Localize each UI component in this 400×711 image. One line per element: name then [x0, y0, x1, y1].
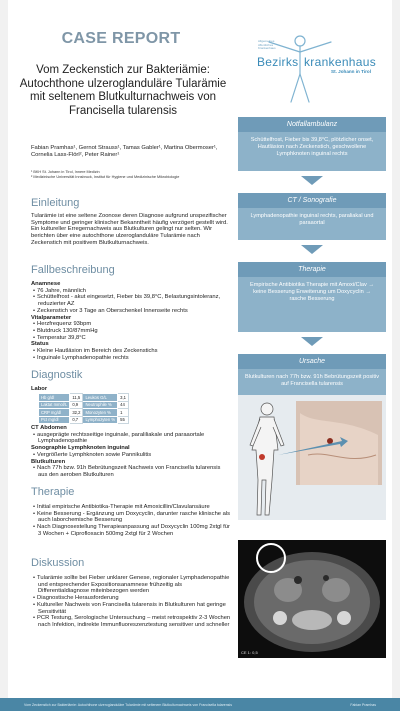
flow-box-body: Schüttelfrost, Fieber bis 39,8°C, plötzlicher onset, Hautläsion nach Zeckenstich, geschwollene Lymphknoten inguinal rechts [238, 132, 386, 171]
lab-value: 55 [118, 416, 129, 424]
flow-box-title: Therapie [238, 262, 386, 277]
flow-box-ct [238, 193, 386, 240]
ct-image [238, 540, 386, 658]
lab-param: Hb g/dl [39, 394, 70, 402]
labor-heading [31, 386, 231, 393]
footer-author: Fabian Pramhas [350, 702, 376, 707]
table-row [39, 401, 129, 409]
lab-value: 44 [118, 401, 129, 409]
logo-subtitle: St. Johann in Tirol [331, 69, 371, 74]
list-item: • Blutdruck 130/87mmHg [31, 328, 231, 335]
lab-value: 32,2 [70, 409, 83, 417]
list-item: • 76 Jahre, männlich [31, 288, 231, 295]
heading-diagnostik: Diagnostik [31, 369, 83, 381]
list-item: • Kleine Hautläsion im Bereich des Zeckenstichs [31, 348, 231, 355]
lab-values-table [38, 393, 129, 424]
diskussion-body [31, 575, 231, 629]
down-arrow-icon [301, 337, 323, 346]
status-heading: Status [31, 341, 49, 348]
vital-heading: Vitalparameter [31, 314, 72, 321]
list-item: • Herzfrequenz 93bpm [31, 321, 231, 328]
lab-param: Lymphozyten % [83, 416, 118, 424]
list-item: • Inguinale Lymphadenopathie rechts [31, 355, 231, 362]
heading-diskussion: Diskussion [31, 557, 85, 569]
logo-small-text [258, 40, 276, 51]
list-item: • Tularämie sollte bei Fieber unklarer Genese, regionaler Lymphadenopathie und entsprechender Expositionsanamnese frühzeitig als Differentialdiagnose miteinbezogen werden [31, 575, 231, 595]
sono-heading: Sonographie Lymphknoten inguinal [31, 445, 130, 452]
ct-heading: CT Abdomen [31, 425, 67, 431]
logo-word-bezirks: Bezirks [257, 55, 299, 69]
poster-edge-left [0, 0, 8, 700]
flow-box-therapie [238, 262, 386, 332]
list-item: • PCR Testung, Serologische Untersuchung – meist retrospektiv 2-3 Wochen nach Infektion, indirekte Immunfluoreszenztestung sensitiver und schneller [31, 615, 231, 628]
ct-scan-figure [238, 540, 386, 658]
lab-param: Leukos G/L [83, 394, 118, 402]
list-item: • Schüttelfrost - akut eingesetzt, Fieber bis 39,8°C, Belastungsintoleranz, reduzierter AZ [31, 294, 231, 307]
flow-box-title: CT / Sonografie [238, 193, 386, 208]
labor-label: Labor [31, 386, 48, 392]
flow-box-body: Blutkulturen nach 77h bzw. 91h Bebrütungszeit positiv auf Francisella tularensis [238, 369, 386, 403]
authors: Fabian Pramhas¹, Gernot Strauss¹, Tamas Gabler¹, Martina Obermoser¹, Cornelia Lass-Flörl², Peter Rainer¹ [31, 145, 218, 158]
heading-einleitung: Einleitung [31, 197, 80, 209]
lab-value: 0,9 [70, 401, 83, 409]
affiliation-1: ¹ BKH St. Johann in Tirol, Innere Medizin [31, 170, 100, 174]
ct-image-label: CE 1: 0,5 [241, 650, 258, 655]
body-outline-figure [238, 395, 386, 520]
logo-word-krankenhaus: krankenhaus [304, 55, 377, 69]
list-item: • Kultureller Nachweis von Francisella tularensis in Blutkulturen hat geringe Sensitivität [31, 602, 231, 615]
down-arrow-icon [301, 245, 323, 254]
list-item: • Diagnostische Herausforderung [31, 595, 231, 602]
anamnese-heading: Anamnese [31, 281, 61, 287]
lab-param: Monozyten % [83, 409, 118, 417]
fallbeschreibung-body [31, 281, 231, 361]
affiliations [31, 170, 231, 180]
therapie-body [31, 504, 231, 538]
table-row [39, 409, 129, 417]
logo-small-3: Krankenhaus [258, 46, 276, 51]
lab-value: 3,1 [118, 394, 129, 402]
flow-box-title: Ursache [238, 354, 386, 369]
affiliation-2: ² Medizinische Universität Innsbruck, Institut für Hygiene und Medizinische Mikrobiologie [31, 175, 180, 179]
table-row [39, 416, 129, 424]
lab-param: CRP mg/dl [39, 409, 70, 417]
poster-edge-right [392, 0, 400, 700]
list-item: • Nach 77h bzw. 91h Bebrütungszeit Nachweis von Francisella tularensis aus den aeroben Blutkulturen [31, 465, 231, 478]
heading-fallbeschreibung: Fallbeschreibung [31, 264, 115, 276]
logo-small-2: öffentliches [258, 42, 274, 47]
footer-title: Vom Zeckenstich zur Bakteriämie: Autochthone ulzeroglanduläre Tularämie mit seltenem Blutkulturnachweis von Francisella tularensis [24, 702, 232, 707]
lab-value: 11,5 [70, 394, 83, 402]
lab-value: 0,7 [70, 416, 83, 424]
flow-box-notfall [238, 117, 386, 171]
case-report-label: CASE REPORT [61, 30, 181, 47]
poster-footer [0, 698, 400, 711]
list-item: • Nach Diagnosestellung Therapieanpassung auf Doxycyclin 100mg 2xtgl für 3 Wochen + Ciprofloxacin 500mg 2xtgl für 2 Wochen [31, 524, 231, 537]
table-row [39, 394, 129, 402]
flow-box-body: Empirische Antibiotika Therapie mit Amoxi/Clav → keine Besserung Erweiterung um Doxycyclin → rasche Besserung [238, 277, 386, 332]
diagnostik-body [31, 425, 231, 479]
blutkultur-heading: Blutkulturen [31, 458, 66, 465]
lab-param: Laktat mmol/L [39, 401, 70, 409]
lab-param: Neutrophile % [83, 401, 118, 409]
einleitung-text: Tularämie ist eine seltene Zoonose deren Diagnose aufgrund unspezifischer Symptome und geringer klinischer Bekanntheit häufig verzögert gestellt wird. Ein kultureller Erregernachweis aus Blutkulturen gelingt nur selten. Wir berichten über eine autochthone ulzeroglanduläre Tularämie nach Zeckenstich mit positivem Blutkulturnachweis. [31, 213, 228, 246]
list-item: • Vergrößerte Lymphknoten sowie Pannikulitis [31, 452, 231, 459]
down-arrow-icon [301, 176, 323, 185]
lab-param: Pct mg/dl [39, 416, 70, 424]
poster-title: Vom Zeckenstich zur Bakteriämie: Autochthone ulzeroglanduläre Tularämie mit seltenem Blutkulturnachweis von Francisella tularensis [19, 64, 227, 117]
logo-small-1: Allgemeines [258, 39, 275, 43]
list-item: • Temperatur 39,8°C [31, 335, 231, 342]
lab-value: 1 [118, 409, 129, 417]
flow-box-body: Lymphadenopathie inguinal rechts, paraliakal und paraaortal [238, 208, 386, 240]
heading-therapie: Therapie [31, 486, 75, 498]
list-item: • Keine Besserung - Ergänzung um Doxycyclin, darunter rasche klinische als auch laborchemische Besserung [31, 511, 231, 524]
clinical-illustration [238, 395, 386, 520]
list-item: • Zeckenstich vor 3 Tage an Oberschenkel Innenseite rechts [31, 308, 231, 315]
flow-box-title: Notfallambulanz [238, 117, 386, 132]
list-item: • ausgeprägte rechtsseitige inguinale, paraliliakale und paraaortale Lymphadenopathie [31, 432, 231, 445]
list-item: • Initial empirische Antibiotika-Therapie mit Amoxicillin/Clavulansäure [31, 504, 231, 511]
